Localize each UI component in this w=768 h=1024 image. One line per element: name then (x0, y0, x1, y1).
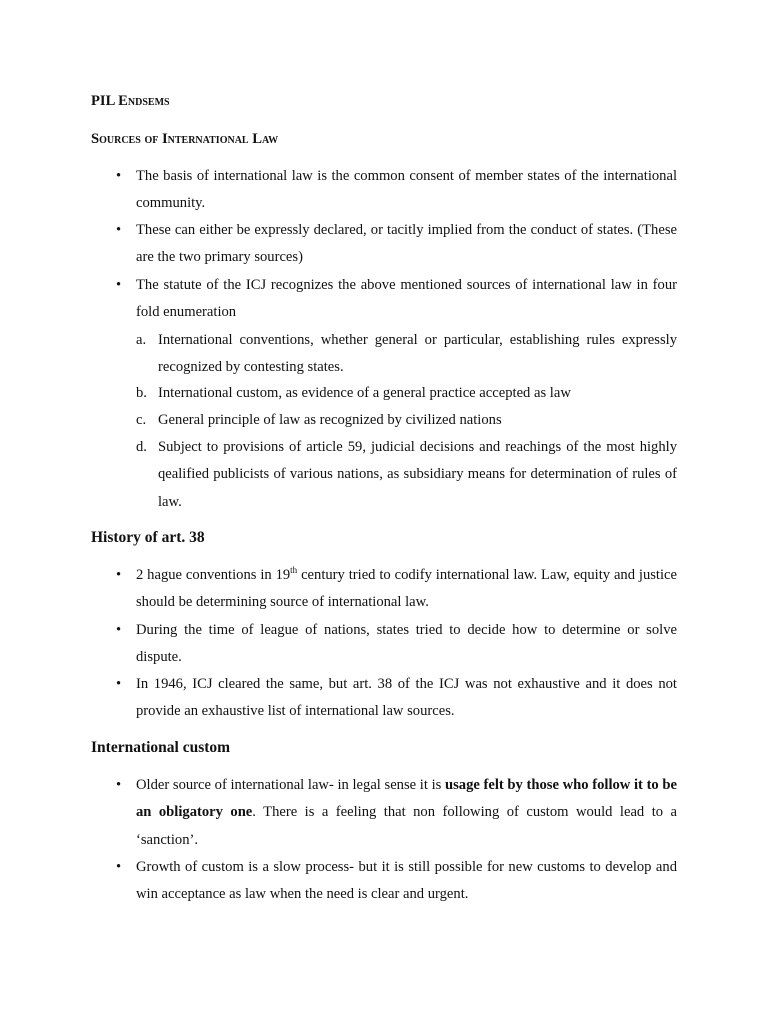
bullet-item (136, 562, 677, 617)
sub-item-letter: d. (136, 439, 147, 455)
text: century tried to codify international law. Law, equity and justice should be determining source of international law. (136, 567, 677, 611)
sub-item-letter: b. (136, 385, 147, 401)
sub-item (136, 327, 677, 382)
sub-item-text: International custom, as evidence of a general practice accepted as law (158, 385, 571, 401)
text: Older source of international law- in legal sense it is (136, 777, 445, 793)
sub-item-letter: a. (136, 332, 147, 348)
sub-item (136, 434, 677, 516)
bullet-item: • In 1946, ICJ cleared the same, but art. 38 of the ICJ was not exhaustive and it does not provide an exhaustive list of international law sources. (136, 671, 677, 726)
sub-item-letter: c. (136, 412, 147, 428)
sub-item (136, 380, 677, 407)
sub-item-text: International conventions, whether general or particular, establishing rules expressly recognized by contesting states. (158, 332, 677, 376)
bullet-item: • Growth of custom is a slow process- but it is still possible for new customs to develop and win acceptance as law when the need is clear and urgent. (136, 854, 677, 909)
document-title: PIL Endsems (91, 93, 170, 109)
bullet-item (136, 772, 677, 854)
bullet-item: • These can either be expressly declared, or tacitly implied from the conduct of states. (These are the two primary sources) (136, 217, 677, 272)
section-heading-history: History of art. 38 (91, 529, 205, 546)
section-heading-sources: Sources of International Law (91, 131, 279, 147)
text: 2 hague conventions in 19 (136, 567, 291, 583)
text: . There is a feeling that non following of custom would lead to a ‘sanction’. (136, 804, 677, 848)
sub-item (136, 407, 677, 434)
section-heading-custom: International custom (91, 739, 231, 756)
bullet-item: • The basis of international law is the common consent of member states of the international community. (136, 163, 677, 218)
bold-text: usage felt by those who follow it to be an obligatory one (136, 777, 677, 821)
bullet-item: • The statute of the ICJ recognizes the above mentioned sources of international law in four fold enumeration (136, 272, 677, 327)
sub-item-text: Subject to provisions of article 59, judicial decisions and reachings of the most highly qealified publicists of various nations, as subsidiary means for determination of rules of law. (158, 439, 677, 510)
sub-item-text: General principle of law as recognized by civilized nations (158, 412, 502, 428)
superscript: th (290, 565, 298, 576)
bullet-item: • During the time of league of nations, states tried to decide how to determine or solve dispute. (136, 617, 677, 672)
